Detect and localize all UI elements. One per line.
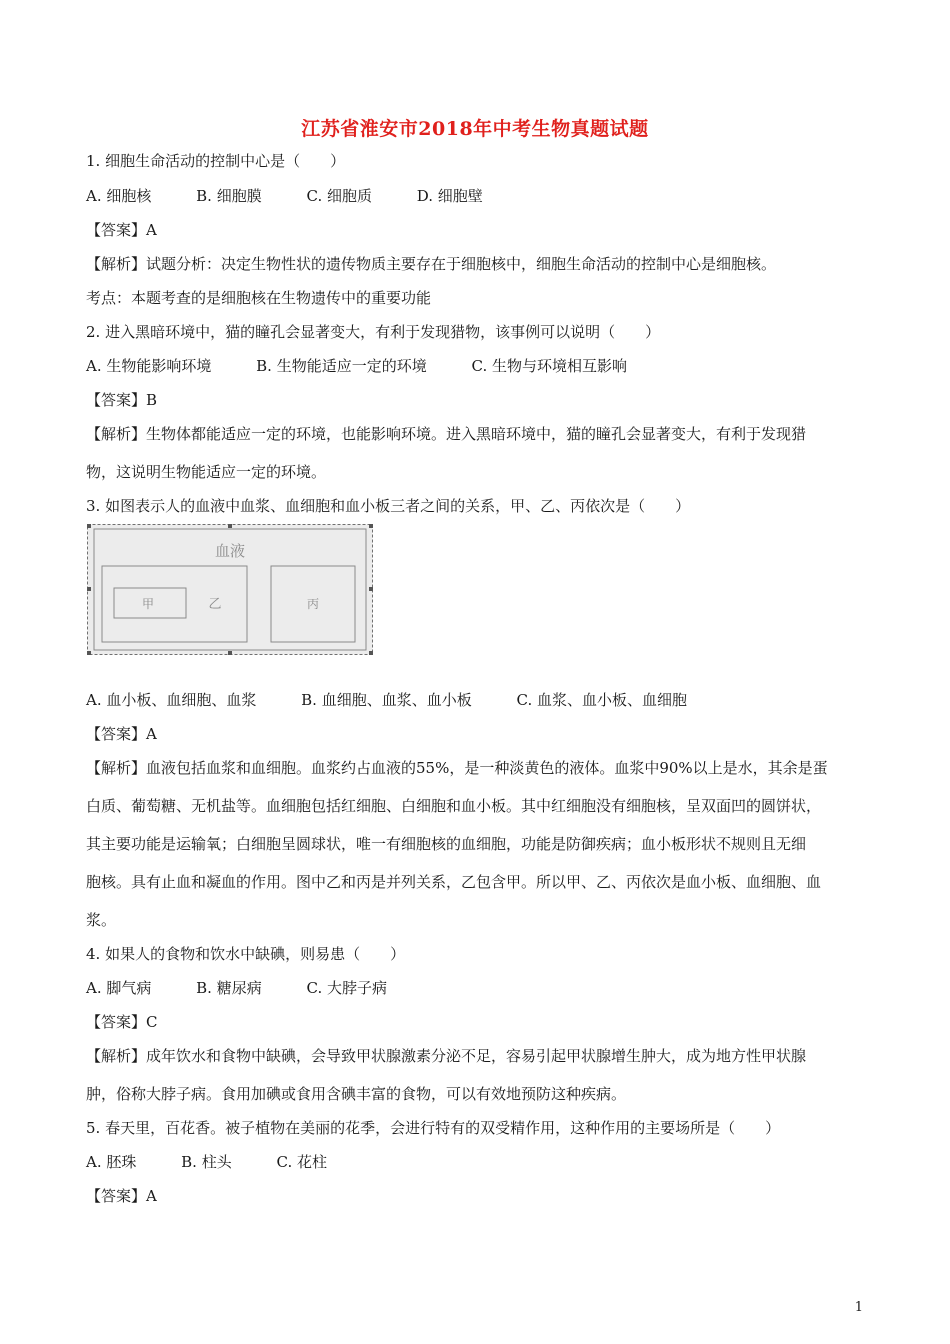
q1-option-a: A. 细胞核: [86, 187, 152, 205]
q5-stem: 5. 春天里，百花香。被子植物在美丽的花季，会进行特有的双受精作用，这种作用的主要场所是（ ）: [86, 1119, 781, 1137]
q3-analysis-line-5: 浆。: [86, 911, 117, 929]
q3-option-a: A. 血小板、血细胞、血浆: [86, 691, 257, 709]
q2-stem: 2. 进入黑暗环境中，猫的瞳孔会显著变大，有利于发现猎物，该事例可以说明（ ）: [86, 323, 661, 341]
q1-analysis: 【解析】试题分析：决定生物性状的遗传物质主要存在于细胞核中，细胞生命活动的控制中心是细胞核。: [86, 255, 777, 273]
q5-option-a: A. 胚珠: [86, 1153, 137, 1171]
q2-options: [86, 356, 667, 376]
q2-analysis-line-2: 物，这说明生物能适应一定的环境。: [86, 463, 327, 481]
q4-analysis-line-1: 【解析】成年饮水和食物中缺碘，会导致甲状腺激素分泌不足，容易引起甲状腺增生肿大，成为地方性甲状腺: [86, 1047, 807, 1065]
label-blood: 血液: [214, 542, 246, 560]
q3-analysis-line-3: 其主要功能是运输氧；白细胞呈圆球状，唯一有细胞核的血细胞，功能是防御疾病；血小板形状不规则且无细: [86, 835, 807, 853]
page-title: 江苏省淮安市2018年中考生物真题试题: [301, 118, 649, 140]
q4-options: [86, 978, 427, 998]
q4-option-a: A. 脚气病: [86, 979, 152, 997]
q5-option-b: B. 柱头: [181, 1153, 232, 1171]
q3-options: [86, 690, 727, 710]
q1-note: 考点：本题考查的是细胞核在生物遗传中的重要功能: [86, 289, 432, 307]
q2-option-a: A. 生物能影响环境: [86, 357, 212, 375]
q2-answer: 【答案】B: [86, 391, 158, 409]
q4-option-c: C. 大脖子病: [306, 979, 387, 997]
q3-option-c: C. 血浆、血小板、血细胞: [516, 691, 687, 709]
q4-answer: 【答案】C: [86, 1013, 158, 1031]
q2-analysis-line-1: 【解析】生物体都能适应一定的环境，也能影响环境。进入黑暗环境中，猫的瞳孔会显著变大，有利于发现猎: [86, 425, 807, 443]
q1-stem: 1. 细胞生命活动的控制中心是（ ）: [86, 152, 346, 170]
q2-option-b: B. 生物能适应一定的环境: [256, 357, 427, 375]
q1-option-d: D. 细胞壁: [416, 187, 483, 205]
q3-stem: 3. 如图表示人的血液中血浆、血细胞和血小板三者之间的关系，甲、乙、丙依次是（ ）: [86, 497, 691, 515]
q1-answer: 【答案】A: [86, 221, 157, 239]
q5-option-c: C. 花柱: [276, 1153, 327, 1171]
q5-options: [86, 1152, 367, 1172]
q4-stem: 4. 如果人的食物和饮水中缺碘，则易患（ ）: [86, 945, 406, 963]
label-yi: 乙: [208, 597, 222, 612]
blood-diagram: [87, 524, 373, 655]
q3-analysis-line-1: 【解析】血液包括血浆和血细胞。血浆约占血液的55%，是一种淡黄色的液体。血浆中90%以上是水，其余是蛋: [86, 759, 828, 777]
q2-option-c: C. 生物与环境相互影响: [471, 357, 627, 375]
q4-analysis-line-2: 肿，俗称大脖子病。食用加碘或食用含碘丰富的食物，可以有效地预防这种疾病。: [86, 1085, 627, 1103]
q1-option-b: B. 细胞膜: [196, 187, 262, 205]
q3-option-b: B. 血细胞、血浆、血小板: [301, 691, 472, 709]
q1-option-c: C. 细胞质: [306, 187, 372, 205]
q3-answer: 【答案】A: [86, 725, 157, 743]
q1-options: [86, 186, 523, 206]
q3-analysis-line-4: 胞核。具有止血和凝血的作用。图中乙和丙是并列关系，乙包含甲。所以甲、乙、丙依次是血小板、血细胞、血: [86, 873, 822, 891]
label-bing: 丙: [306, 597, 320, 611]
q5-answer: 【答案】A: [86, 1187, 157, 1205]
blood-diagram-svg: [87, 524, 373, 655]
page-number: 1: [854, 1300, 863, 1315]
label-jia: 甲: [141, 597, 155, 611]
q3-analysis-line-2: 白质、葡萄糖、无机盐等。血细胞包括红细胞、白细胞和血小板。其中红细胞没有细胞核，呈双面凹的圆饼状，: [86, 797, 822, 815]
q4-option-b: B. 糖尿病: [196, 979, 262, 997]
